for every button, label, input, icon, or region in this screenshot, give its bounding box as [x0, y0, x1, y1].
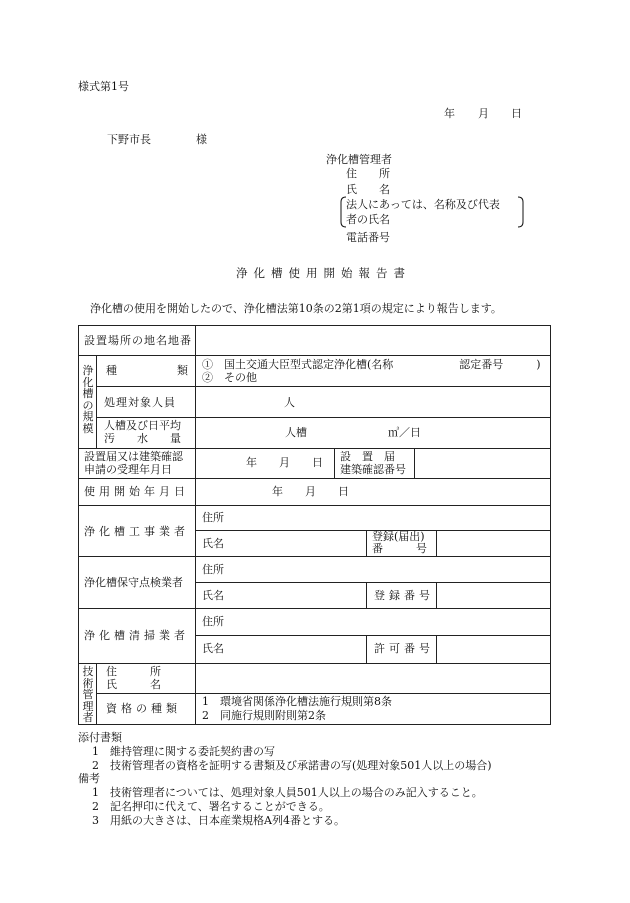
cleaner-address-label: 住所: [202, 615, 224, 628]
setup-label-line1: 設 置 届: [340, 450, 395, 463]
intro-text: 浄化槽の使用を開始したので、浄化槽法第10条の2第1項の規定により報告します。: [90, 302, 502, 315]
attachments-heading: 添付書類: [78, 731, 122, 744]
daily-label-line1: 人槽及び日平均: [104, 419, 181, 432]
form-number: 様式第1号: [78, 80, 129, 93]
corporate-note: [340, 196, 525, 228]
setup-label-line2: 建築確認番号: [340, 463, 406, 476]
applicant-phone-label: 電話番号: [346, 231, 390, 244]
building-date: 年 月 日: [246, 456, 323, 469]
type-option-1: ① 国土交通大臣型式認定浄化槽(名称 認定番号 ): [202, 358, 541, 371]
tech-address-label: 住 所: [106, 665, 161, 678]
contractor-name-label: 氏名: [202, 537, 224, 550]
tech-group-label: 技術管理者: [82, 665, 94, 724]
date-year-label: 年: [444, 107, 455, 120]
cleaner-name-label: 氏名: [202, 642, 224, 655]
report-table: [78, 325, 551, 725]
qualification-1: 1 環境省関係浄化槽法施行規則第8条: [202, 695, 392, 708]
start-date: 年 月 日: [272, 485, 349, 498]
applicant-address-label: 住 所: [346, 167, 390, 180]
contractor-label: 浄化槽工事業者: [84, 525, 189, 538]
corporate-note-line1: 法人にあっては、名称及び代表: [346, 198, 500, 211]
remarks-heading: 備考: [78, 772, 100, 785]
inspector-address-label: 住所: [202, 563, 224, 576]
start-date-label: 使用開始年月日: [84, 485, 189, 498]
attachment-item-2: 2 技術管理者の資格を証明する書類及び承諾書の写(処理対象501人以上の場合): [92, 759, 492, 772]
page-title: 浄化槽使用開始報告書: [236, 266, 411, 280]
type-option-2: ② その他: [202, 371, 257, 384]
qualification-label: 資格の種類: [106, 702, 181, 715]
applicant-heading: 浄化槽管理者: [326, 153, 392, 166]
contractor-address-label: 住所: [202, 511, 224, 524]
daily-unit-persons: 人槽: [285, 426, 307, 439]
location-label: 設置場所の地名地番: [84, 334, 192, 347]
scale-group-label: 浄化槽の規模: [82, 364, 94, 435]
date-month-label: 月: [478, 107, 489, 120]
inspector-name-label: 氏名: [202, 589, 224, 602]
remark-item-1: 1 技術管理者については、処理対象人員501人以上の場合のみ記入すること。: [92, 786, 483, 799]
qualification-2: 2 同施行規則附則第2条: [202, 709, 326, 722]
applicant-name-label: 氏 名: [346, 183, 390, 196]
tech-name-label: 氏 名: [106, 678, 161, 691]
attachment-item-1: 1 維持管理に関する委託契約書の写: [92, 745, 275, 758]
remark-item-3: 3 用紙の大きさは、日本産業規格A列4番とする。: [92, 814, 345, 827]
daily-label-line2: 汚 水 量: [104, 432, 181, 445]
remark-item-2: 2 記名押印に代えて、署名することができる。: [92, 800, 330, 813]
daily-unit-volume: ㎥／日: [388, 426, 421, 439]
addressee: 下野市長: [107, 133, 151, 146]
inspector-label: 浄化槽保守点検業者: [84, 576, 183, 589]
type-label: 種 類: [106, 364, 188, 377]
corporate-note-line2: 者の氏名: [346, 213, 390, 226]
date-day-label: 日: [511, 107, 522, 120]
persons-unit: 人: [284, 396, 295, 409]
inspector-registration-label: 登録番号: [374, 589, 434, 602]
building-label-line2: 申請の受理年月日: [84, 463, 172, 476]
cleaner-label: 浄化槽清掃業者: [84, 629, 189, 642]
contractor-registration-line2: 番 号: [372, 542, 427, 555]
building-label-line1: 設置届又は建築確認: [84, 450, 183, 463]
persons-label: 処理対象人員: [104, 396, 176, 409]
cleaner-permit-label: 許可番号: [374, 642, 434, 655]
contractor-registration-line1: 登録(届出): [372, 530, 425, 543]
honorific: 様: [196, 133, 207, 146]
